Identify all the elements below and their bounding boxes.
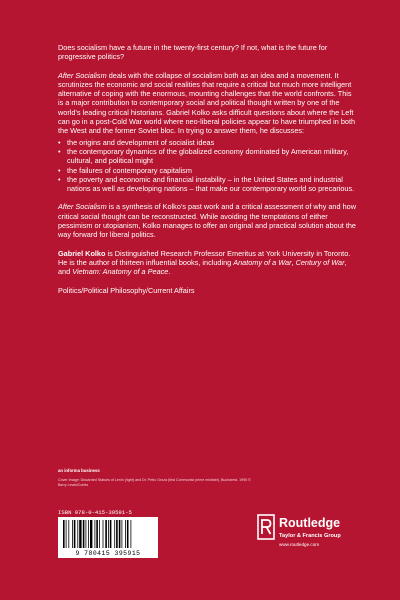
barcode-bar — [122, 520, 123, 548]
barcode-bar — [74, 520, 76, 548]
author-bio-text: is Distinguished Research Professor Emeritus at York University in Toronto. He is the author of thirteen influential books, including — [58, 248, 351, 267]
publisher-logo — [257, 510, 357, 560]
publisher-group: Taylor & Francis Group — [279, 533, 341, 539]
list-item: • the poverty and economic and financial instability – in the United States and industrial nations as well as developing nations – that make our contemporary world so precarious. — [58, 175, 358, 194]
barcode-bar — [95, 520, 96, 548]
barcode-bar — [125, 520, 126, 548]
topics-list — [58, 138, 358, 194]
intro-question: Does socialism have a future in the twenty-first century? If not, what is the future for progressive politics? — [58, 43, 328, 62]
barcode-bar — [63, 520, 65, 548]
barcode-bar — [99, 520, 100, 548]
barcode-bar — [90, 520, 92, 548]
book-reference: Century of War — [295, 257, 345, 267]
publisher-name: Routledge — [279, 516, 341, 530]
blurb — [58, 43, 358, 304]
separator: , and — [58, 257, 347, 277]
routledge-mark-icon — [257, 514, 275, 540]
publisher-url: www.routledge.com — [279, 542, 320, 547]
book-reference: Anatomy of a War — [233, 257, 292, 267]
description-text: deals with the collapse of socialism both as an idea and a movement. It scrutinizes the economic and social realities that require a critical but much more intelligent alternative of coping with the enormous, mounting challenges that the world confronts. This is a major contribution to contemporary social and political thought written by one of the world’s leading critical historians. Gabriel Kolko asks difficult questions about where the Left can go in a post-Cold War world where neo-liberal policies appear to have triumphed in both the West and the former Soviet bloc. In trying to answer them, he discusses: — [58, 70, 356, 136]
barcode-bar — [83, 520, 85, 548]
publisher-note: an informa business — [58, 468, 100, 473]
synthesis-paragraph — [58, 202, 358, 239]
description-paragraph — [58, 71, 358, 136]
barcode-bar — [68, 520, 69, 548]
barcode-bar — [110, 520, 112, 548]
synthesis-text: is a synthesis of Kolko’s past work and a critical assessment of why and how critical social thought can be reconstructed. While avoiding the temptations of either pessimism or utopianism, Kolko manages to offer an original and practical solution about the way forward for liberal politics. — [58, 202, 356, 240]
separator: , — [291, 257, 296, 267]
subject-category: Politics/Political Philosophy/Current Affairs — [58, 285, 195, 295]
barcode-bar — [79, 520, 81, 548]
barcode-bar — [114, 520, 115, 548]
barcode-bar — [88, 520, 89, 548]
barcode-bar — [103, 520, 104, 548]
barcode-number: 9 780415 395915 — [75, 550, 141, 557]
barcode-bar — [131, 520, 132, 548]
barcode-bar — [105, 520, 107, 548]
barcode-bar — [127, 520, 129, 548]
cover-credit: Cover Image: Discarded Statues of Lenin (right) and Dr. Petru Groza (first Communist prime minister), Bucharest. 1995 © Barry Lewis/Corbis — [58, 478, 251, 487]
barcode — [58, 517, 158, 558]
book-title-italic: After Socialism — [58, 202, 107, 212]
barcode-bar — [119, 520, 121, 548]
barcode-bar — [77, 520, 78, 548]
barcode-bar — [96, 520, 98, 548]
isbn-label: ISBN 978-0-415-39591-5 — [58, 509, 132, 516]
separator: . — [168, 267, 171, 277]
barcode-bar — [108, 520, 109, 548]
book-reference: Vietnam: Anatomy of a Peace — [72, 267, 169, 277]
list-item: • the contemporary dynamics of the globalized economy dominated by American military, cultural, and political might — [58, 147, 358, 166]
barcode-icon — [63, 520, 153, 548]
author-name: Gabriel Kolko — [58, 248, 106, 258]
author-bio — [58, 249, 358, 277]
list-item: • the origins and development of socialist ideas — [58, 138, 358, 147]
list-item: • the failures of contemporary capitalism — [58, 166, 358, 175]
book-title-italic: After Socialism — [58, 70, 107, 80]
barcode-bar — [86, 520, 87, 548]
barcode-bar — [116, 520, 118, 548]
barcode-bar — [66, 520, 67, 548]
barcode-bar — [72, 520, 73, 548]
